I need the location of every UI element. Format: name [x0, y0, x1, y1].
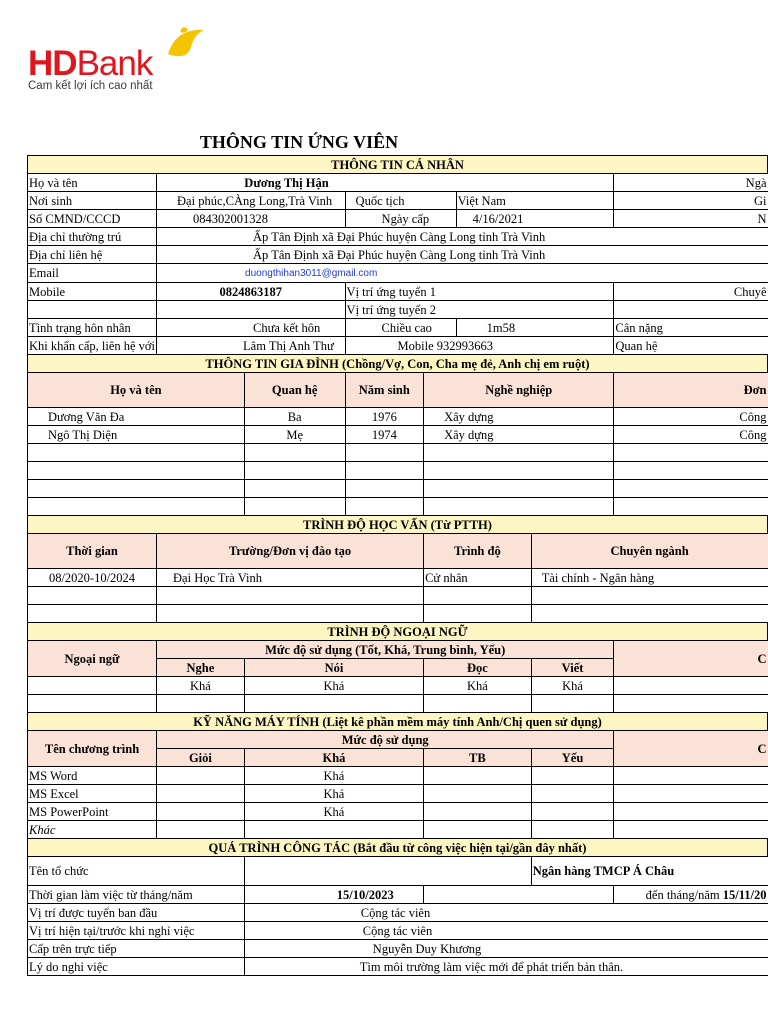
family-table-header: Họ và tên Quan hệ Năm sinh Nghề nghiệp Đơn [28, 373, 768, 408]
marital-value[interactable]: Chưa kết hôn [157, 319, 346, 337]
work-to-value[interactable]: 15/11/20 [722, 887, 767, 902]
computer-section-header: KỸ NĂNG MÁY TÍNH (Liệt kê phần mềm máy tính Anh/Chị quen sử dụng) [28, 713, 768, 731]
nationality-value[interactable]: Việt Nam [456, 192, 614, 210]
row-name [28, 174, 768, 192]
issue-date-label: Ngày cấp [345, 210, 456, 228]
education-row: 08/2020-10/2024 Đại Học Trà Vinh Cử nhân Tài chính - Ngân hàng [28, 569, 768, 587]
row-mobile [28, 283, 768, 301]
name-value[interactable]: Dương Thị Hận [244, 174, 614, 192]
computer-row: MS Excel Khá [28, 785, 768, 803]
computer-row: MS PowerPoint Khá [28, 803, 768, 821]
residence-value[interactable]: Ấp Tân Định xã Đại Phúc huyện Càng Long tỉnh Trà Vinh [157, 228, 768, 246]
initial-position-label: Vị trí được tuyển ban đầu [28, 904, 245, 922]
work-from-value[interactable]: 15/10/2023 [244, 886, 423, 904]
computer-header-row-1: Tên chương trình Mức độ sử dụng C [28, 731, 768, 749]
language-row: Khá Khá Khá Khá [28, 677, 768, 695]
issue-place-label: N [614, 210, 768, 228]
id-label: Số CMND/CCCD [28, 210, 157, 228]
family-row: Ngô Thị Diện Mẹ 1974 Xây dựng Công [28, 426, 768, 444]
education-table-header: Thời gian Trường/Đơn vị đào tạo Trình độ Chuyên ngành [28, 534, 768, 569]
row-organization [28, 857, 768, 886]
family-row: Dương Văn Đa Ba 1976 Xây dựng Công [28, 408, 768, 426]
row-supervisor [28, 940, 768, 958]
row-contact-address [28, 246, 768, 264]
email-cell [157, 264, 768, 283]
row-emergency [28, 337, 768, 355]
email-label: Email [28, 264, 157, 283]
other-software-label[interactable]: Khác [28, 821, 157, 839]
supervisor-value[interactable]: Nguyễn Duy Khương [244, 940, 767, 958]
name-label: Họ và tên [28, 174, 157, 192]
position1-label: Vị trí ứng tuyển 1 [345, 283, 614, 301]
education-section-header: TRÌNH ĐỘ HỌC VẤN (Từ PTTH) [28, 516, 768, 534]
row-residence [28, 228, 768, 246]
emergency-mobile-value[interactable]: 932993663 [436, 338, 494, 353]
family-row-empty [28, 498, 768, 516]
mobile-value[interactable]: 0824863187 [157, 283, 346, 301]
residence-label: Địa chỉ thường trú [28, 228, 157, 246]
education-row-empty [28, 587, 768, 605]
id-number-value[interactable]: 084302001328 [157, 210, 346, 228]
mobile-label: Mobile [28, 283, 157, 301]
hdbank-logo [24, 20, 214, 100]
logo-sun-icon [164, 24, 208, 72]
weight-label: Cân nặng [614, 319, 768, 337]
row-email [28, 264, 768, 283]
row-position2 [28, 301, 768, 319]
contact-address-value[interactable]: Ấp Tân Định xã Đại Phúc huyện Càng Long tỉnh Trà Vinh [157, 246, 768, 264]
row-id [28, 210, 768, 228]
work-section-header: QUÁ TRÌNH CÔNG TÁC (Bắt đầu từ công việc hiện tại/gần đây nhất) [28, 839, 768, 857]
personal-section-header: THÔNG TIN CÁ NHÂN [28, 156, 768, 174]
row-current-position [28, 922, 768, 940]
family-row-empty [28, 444, 768, 462]
leave-reason-label: Lý do nghỉ việc [28, 958, 245, 976]
emergency-contact-name[interactable]: Lâm Thị Anh Thư [157, 337, 346, 355]
current-position-value[interactable]: Cộng tác viên [244, 922, 767, 940]
computer-row-other [28, 821, 768, 839]
organization-value[interactable]: Ngân hàng TMCP Á Châu [531, 857, 767, 886]
work-from-label: Thời gian làm việc từ tháng/năm [28, 886, 245, 904]
gender-label: Gi [614, 192, 768, 210]
issue-date-value[interactable]: 4/16/2021 [456, 210, 614, 228]
computer-header-row-2: Giỏi Khá TB Yếu [28, 749, 768, 767]
position2-label: Vị trí ứng tuyển 2 [345, 301, 614, 319]
education-row-empty [28, 605, 768, 623]
birthplace-value[interactable]: Đại phúc,CÀng Long,Trà Vinh [157, 192, 346, 210]
leave-reason-value[interactable]: Tìm môi trường làm việc mới để phát triển bản thân. [244, 958, 767, 976]
major-label: Chuyê [614, 283, 768, 301]
current-position-label: Vị trí hiện tại/trước khi nghỉ việc [28, 922, 245, 940]
marital-label: Tình trạng hôn nhân [28, 319, 157, 337]
contact-address-label: Địa chỉ liên hệ [28, 246, 157, 264]
row-birthplace [28, 192, 768, 210]
work-to-cell: đến tháng/năm 15/11/20 [614, 886, 768, 904]
height-value[interactable]: 1m58 [456, 319, 614, 337]
language-header-row-1: Ngoại ngữ Mức độ sử dụng (Tốt, Khá, Trung bình, Yếu) C [28, 641, 768, 659]
birthplace-label: Nơi sinh [28, 192, 157, 210]
relation-label: Quan hệ [614, 337, 768, 355]
nationality-label: Quốc tịch [345, 192, 456, 210]
row-leave-reason [28, 958, 768, 976]
family-row-empty [28, 462, 768, 480]
supervisor-label: Cấp trên trực tiếp [28, 940, 245, 958]
language-header-row-2: Nghe Nói Đọc Viết [28, 659, 768, 677]
language-section-header: TRÌNH ĐỘ NGOẠI NGỮ [28, 623, 768, 641]
row-initial-position [28, 904, 768, 922]
application-form [27, 155, 768, 976]
page-title: THÔNG TIN ỨNG VIÊN [199, 132, 399, 152]
logo-wordmark: HDBank [28, 44, 153, 83]
height-label: Chiều cao [345, 319, 456, 337]
family-section-header: THÔNG TIN GIA ĐÌNH (Chồng/Vợ, Con, Cha mẹ đẻ, Anh chị em ruột) [28, 355, 768, 373]
row-marital [28, 319, 768, 337]
emergency-contact-label: Khi khẩn cấp, liên hệ với [29, 338, 156, 353]
emergency-mobile-cell: Mobile 932993663 [345, 337, 614, 355]
organization-label: Tên tổ chức [28, 857, 245, 886]
computer-row: MS Word Khá [28, 767, 768, 785]
language-row-empty [28, 695, 768, 713]
initial-position-value[interactable]: Cộng tác viên [244, 904, 767, 922]
family-row-empty [28, 480, 768, 498]
email-link[interactable]: duongthihan3011@gmail.com [245, 268, 378, 279]
birthdate-label: Ngà [614, 174, 768, 192]
logo-slogan: Cam kết lợi ích cao nhất [28, 80, 153, 92]
row-work-period [28, 886, 768, 904]
